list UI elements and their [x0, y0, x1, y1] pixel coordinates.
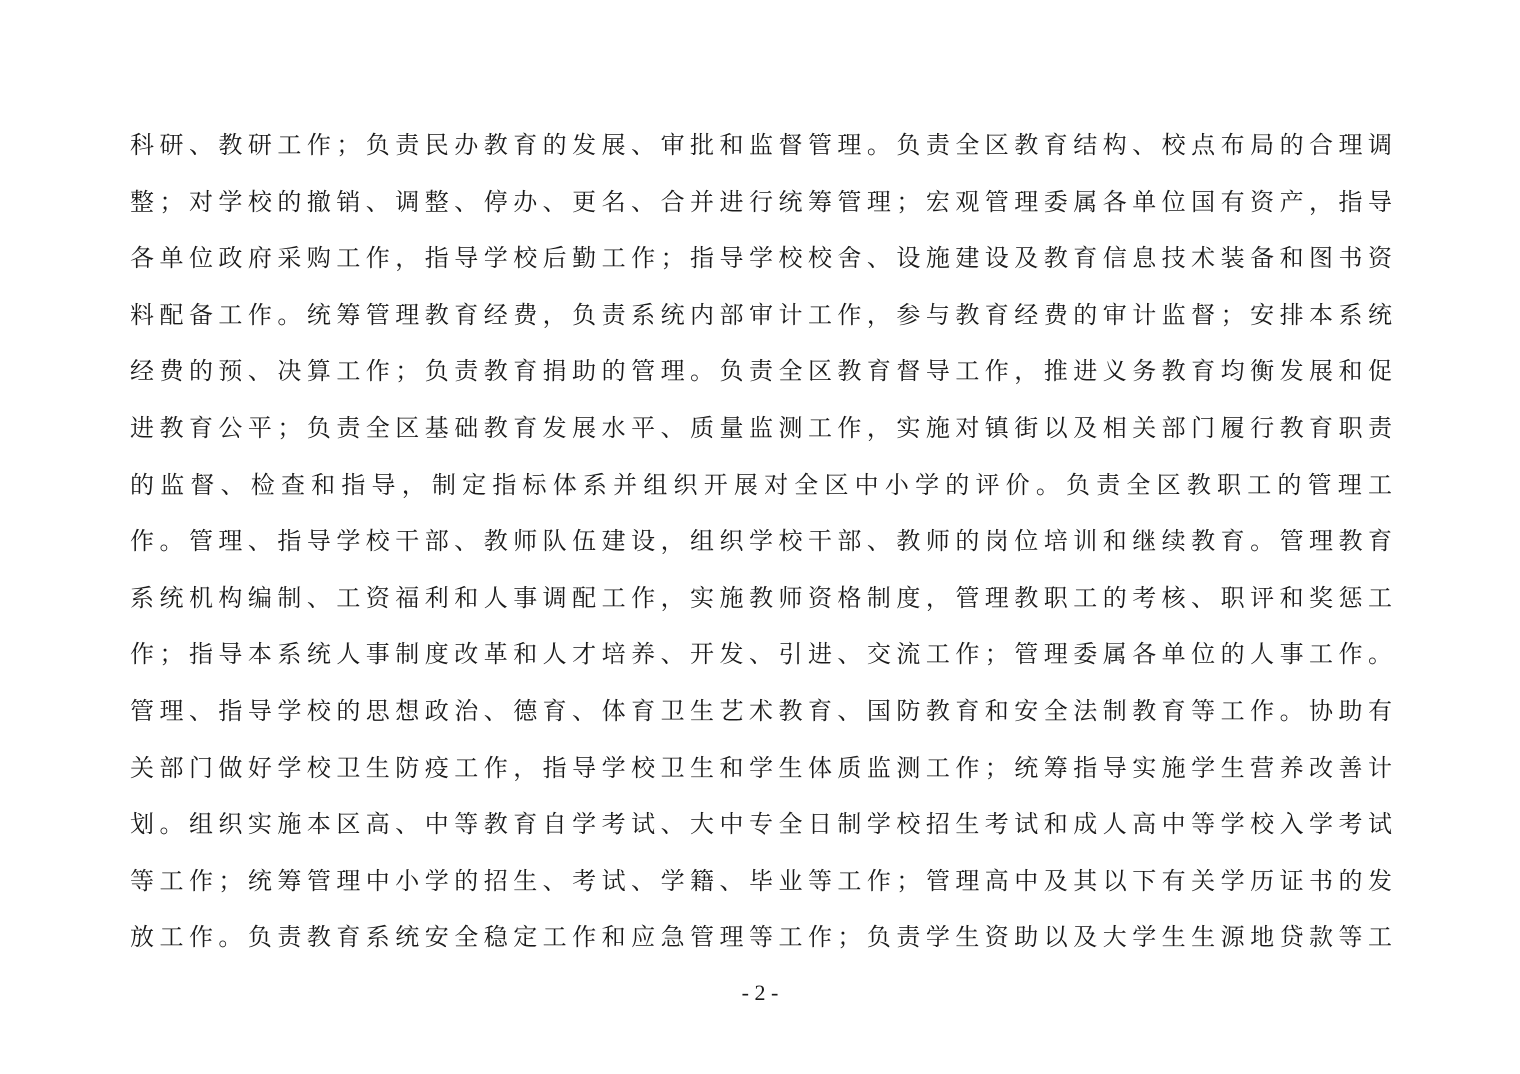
text-line: 关部门做好学校卫生防疫工作，指导学校卫生和学生体质监测工作；统筹指导实施学生营养改善计 [130, 753, 1392, 782]
text-line: 整；对学校的撤销、调整、停办、更名、合并进行统筹管理；宏观管理委属各单位国有资产，指导 [130, 187, 1392, 216]
body-paragraph [130, 117, 1392, 966]
text-line: 科研、教研工作；负责民办教育的发展、审批和监督管理。负责全区教育结构、校点布局的合理调 [130, 131, 1392, 159]
text-line: 划。组织实施本区高、中等教育自学考试、大中专全日制学校招生考试和成人高中等学校入学考试 [130, 810, 1392, 839]
page-number: - 2 - [741, 980, 779, 1005]
text-line: 经费的预、决算工作；负责教育捐助的管理。负责全区教育督导工作，推进义务教育均衡发展和促 [130, 357, 1392, 386]
text-line: 的监督、检查和指导，制定指标体系并组织开展对全区中小学的评价。负责全区教职工的管理工 [130, 470, 1392, 499]
text-line: 料配备工作。统筹管理教育经费，负责系统内部审计工作，参与教育经费的审计监督；安排本系统 [130, 300, 1392, 329]
text-line: 系统机构编制、工资福利和人事调配工作，实施教师资格制度，管理教职工的考核、职评和奖惩工 [130, 583, 1392, 612]
text-line: 各单位政府采购工作，指导学校后勤工作；指导学校校舍、设施建设及教育信息技术装备和图书资 [130, 244, 1392, 273]
text-line: 放工作。负责教育系统安全稳定工作和应急管理等工作；负责学生资助以及大学生生源地贷款等工 [130, 923, 1392, 952]
text-line: 管理、指导学校的思想政治、德育、体育卫生艺术教育、国防教育和安全法制教育等工作。协助有 [130, 696, 1392, 725]
text-line: 作。管理、指导学校干部、教师队伍建设，组织学校干部、教师的岗位培训和继续教育。管理教育 [130, 527, 1392, 556]
text-line: 作；指导本系统人事制度改革和人才培养、开发、引进、交流工作；管理委属各单位的人事工作。 [130, 640, 1392, 669]
text-line: 进教育公平；负责全区基础教育发展水平、质量监测工作，实施对镇街以及相关部门履行教育职责 [130, 413, 1392, 442]
text-line: 等工作；统筹管理中小学的招生、考试、学籍、毕业等工作；管理高中及其以下有关学历证书的发 [130, 866, 1392, 895]
